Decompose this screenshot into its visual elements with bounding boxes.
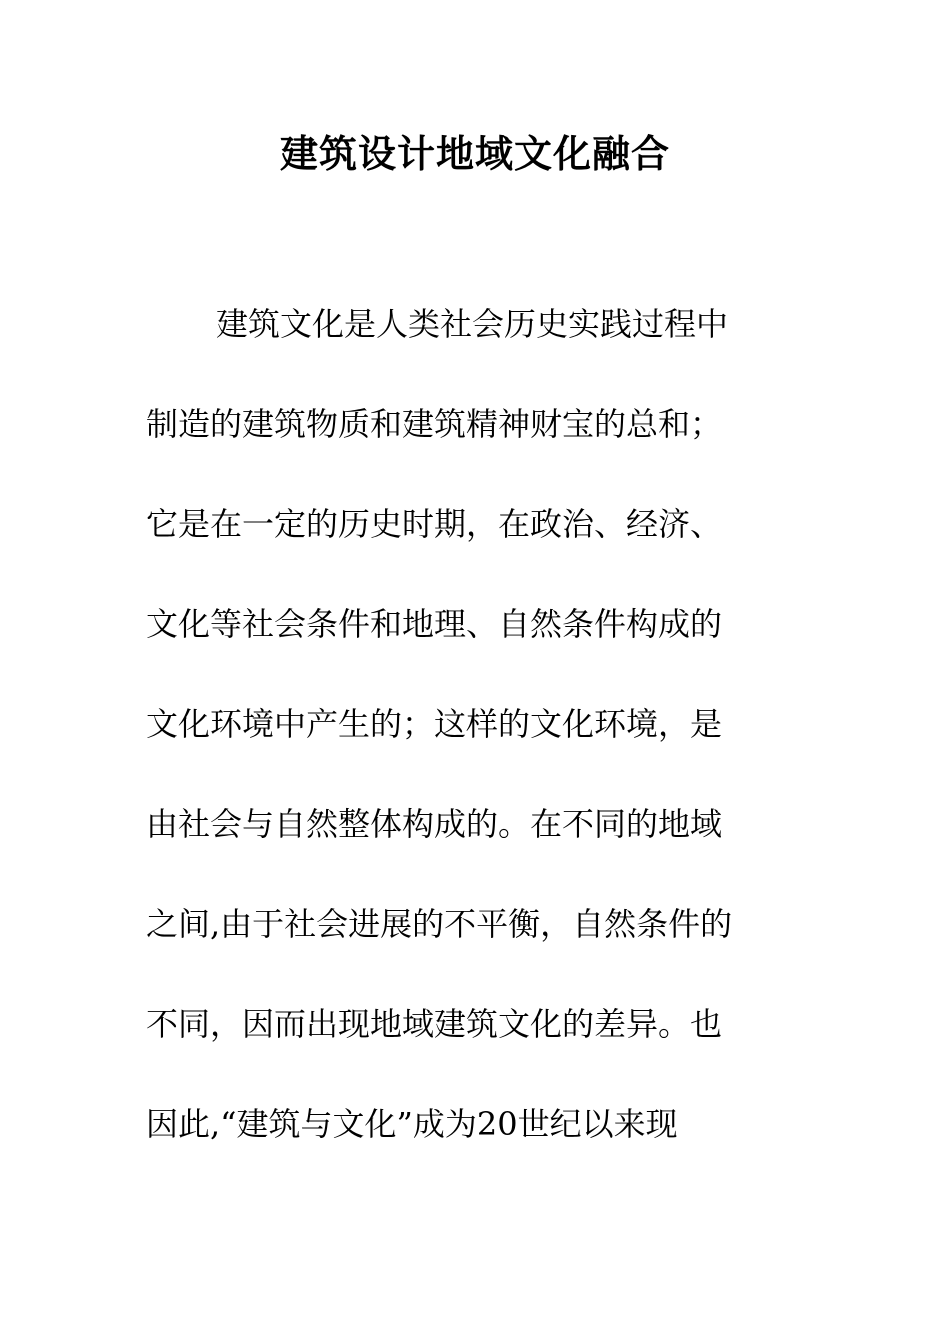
document-title: 建筑设计地域文化融合 [279, 131, 670, 176]
body-line-4: 文化等社会条件和地理、自然条件构成的 [146, 605, 723, 643]
body-line-9: 因此,“建筑与文化”成为20世纪以来现 [146, 1105, 678, 1143]
body-line-7: 之间,由于社会进展的不平衡，自然条件的 [146, 905, 733, 943]
body-line-5: 文化环境中产生的；这样的文化环境，是 [146, 705, 723, 743]
body-line-2: 制造的建筑物质和建筑精神财宝的总和； [146, 405, 723, 443]
body-line-6: 由社会与自然整体构成的。在不同的地域 [146, 805, 723, 843]
body-line-8: 不同，因而出现地域建筑文化的差异。也 [146, 1005, 723, 1043]
body-line-1: 建筑文化是人类社会历史实践过程中 [216, 305, 729, 343]
body-line-3: 它是在一定的历史时期，在政治、经济、 [146, 505, 723, 543]
